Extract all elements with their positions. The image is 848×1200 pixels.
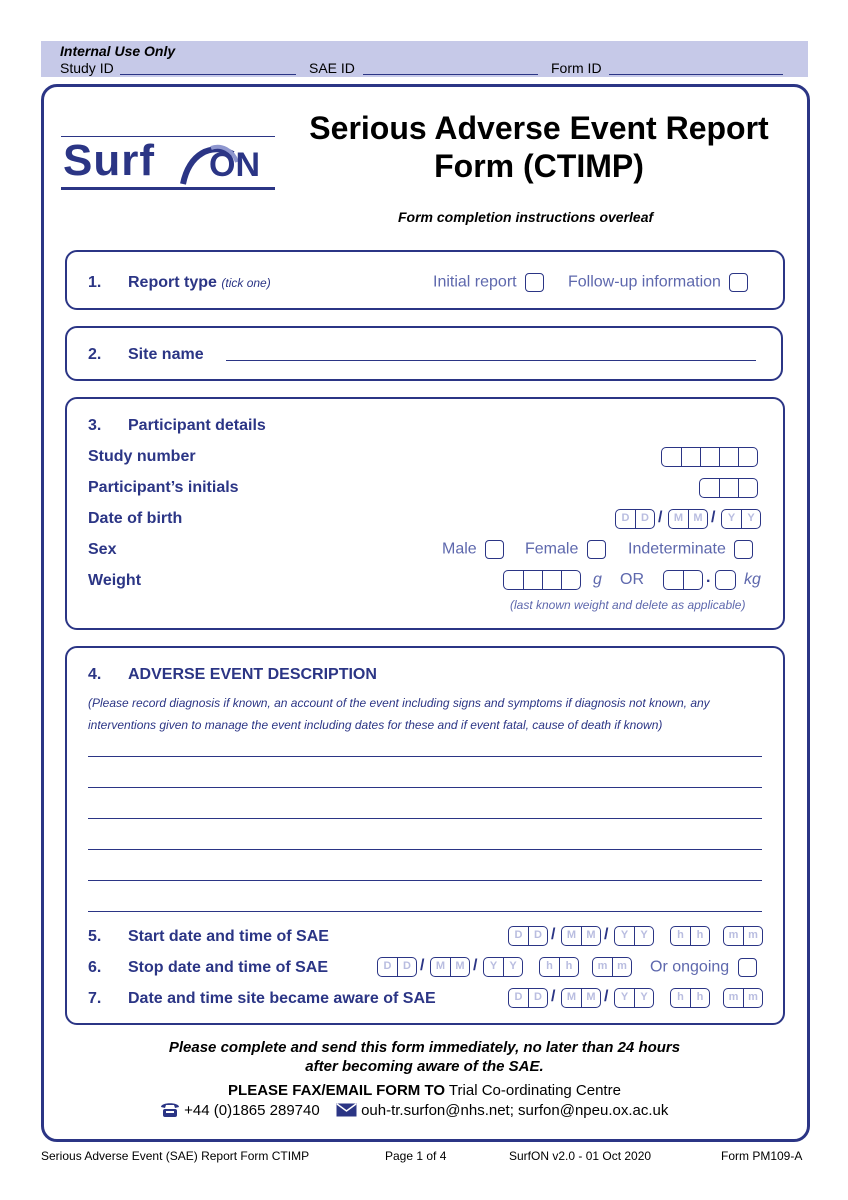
weight-grams-boxes[interactable] bbox=[503, 570, 581, 590]
report-type-label bbox=[128, 274, 271, 292]
indeterminate-checkbox[interactable] bbox=[734, 540, 753, 559]
aware-slash-2: / bbox=[604, 988, 609, 1005]
email-addresses[interactable]: ouh-tr.surfon@nhs.net; surfon@npeu.ox.ac.uk bbox=[361, 1102, 669, 1119]
logo-text-surf: Surf bbox=[63, 136, 155, 185]
phone-icon bbox=[160, 1101, 180, 1118]
section-report-type bbox=[65, 250, 785, 310]
ongoing-option bbox=[650, 958, 757, 977]
title-line-2: Form (CTIMP) bbox=[434, 148, 644, 184]
start-slash-2: / bbox=[604, 926, 609, 943]
ongoing-checkbox[interactable] bbox=[738, 958, 757, 977]
section-1-number: 1. bbox=[88, 274, 102, 291]
sae-id-label: SAE ID bbox=[309, 60, 355, 76]
description-line[interactable] bbox=[88, 787, 762, 788]
aware-day-boxes[interactable]: D D bbox=[508, 988, 548, 1008]
sex-label: Sex bbox=[88, 541, 117, 558]
phone-number[interactable]: +44 (0)1865 289740 bbox=[184, 1102, 320, 1119]
form-id-field[interactable] bbox=[609, 74, 783, 75]
female-label: Female bbox=[525, 540, 579, 558]
aware-date-label: Date and time site became aware of SAE bbox=[128, 990, 436, 1007]
logo-text-on: ON bbox=[209, 146, 260, 184]
dob-slash-1: / bbox=[658, 509, 663, 526]
sex-indeterminate-option bbox=[628, 540, 753, 559]
site-name-label: Site name bbox=[128, 346, 204, 363]
description-line[interactable] bbox=[88, 911, 762, 912]
ongoing-label: Or ongoing bbox=[650, 958, 730, 976]
description-line[interactable] bbox=[88, 880, 762, 881]
female-checkbox[interactable] bbox=[587, 540, 606, 559]
start-slash-1: / bbox=[551, 926, 556, 943]
form-id-label: Form ID bbox=[551, 60, 602, 76]
description-instructions-line-2: interventions given to manage the event including dates for these and if event fatal, cause of death if known) bbox=[88, 718, 663, 732]
study-id-label: Study ID bbox=[60, 60, 114, 76]
section-6-number: 6. bbox=[88, 959, 102, 976]
start-hour-boxes[interactable]: h h bbox=[670, 926, 710, 946]
weight-note: (last known weight and delete as applicable) bbox=[510, 598, 746, 612]
unit-grams: g bbox=[593, 571, 602, 588]
dob-slash-2: / bbox=[711, 509, 716, 526]
initial-report-label: Initial report bbox=[433, 273, 517, 291]
stop-year-boxes[interactable]: Y Y bbox=[483, 957, 523, 977]
adverse-event-heading: ADVERSE EVENT DESCRIPTION bbox=[128, 666, 377, 683]
start-year-boxes[interactable]: Y Y bbox=[614, 926, 654, 946]
footer-version: SurfON v2.0 - 01 Oct 2020 bbox=[509, 1149, 652, 1163]
start-minute-boxes[interactable]: m m bbox=[723, 926, 763, 946]
sae-id-field[interactable] bbox=[363, 74, 538, 75]
start-date-label: Start date and time of SAE bbox=[128, 928, 329, 945]
participant-details-label: Participant details bbox=[128, 417, 266, 434]
stop-month-boxes[interactable]: M M bbox=[430, 957, 470, 977]
footer-form-name: Serious Adverse Event (SAE) Report Form CTIMP bbox=[41, 1149, 310, 1163]
section-site-name bbox=[65, 326, 783, 381]
footer-form-code: Form PM109-A bbox=[721, 1149, 803, 1163]
aware-month-boxes[interactable]: M M bbox=[561, 988, 601, 1008]
aware-minute-boxes[interactable]: m m bbox=[723, 988, 763, 1008]
indeterminate-label: Indeterminate bbox=[628, 540, 726, 558]
initials-label: Participant’s initials bbox=[88, 479, 239, 496]
dob-month-boxes[interactable]: M M bbox=[668, 509, 708, 529]
description-instructions-line-1: (Please record diagnosis if known, an account of the event including signs and symptoms if diagnosis not known, any bbox=[88, 696, 710, 710]
report-type-hint: (tick one) bbox=[221, 276, 271, 290]
surfon-logo bbox=[61, 136, 275, 190]
section-participant-details bbox=[65, 397, 785, 630]
option-initial-report bbox=[433, 273, 544, 292]
weight-kg-decimal-box[interactable] bbox=[715, 570, 736, 590]
site-name-field[interactable] bbox=[226, 360, 756, 361]
male-checkbox[interactable] bbox=[485, 540, 504, 559]
page-title bbox=[284, 109, 794, 185]
completion-notice bbox=[41, 1038, 808, 1076]
initials-boxes[interactable] bbox=[699, 478, 758, 498]
follow-up-checkbox[interactable] bbox=[729, 273, 748, 292]
stop-slash-2: / bbox=[473, 957, 478, 974]
notice-line-2: after becoming aware of the SAE. bbox=[305, 1058, 544, 1075]
dob-label: Date of birth bbox=[88, 510, 183, 527]
internal-use-band bbox=[41, 41, 808, 77]
description-line[interactable] bbox=[88, 849, 762, 850]
fax-email-label: PLEASE FAX/EMAIL FORM TO bbox=[228, 1082, 446, 1099]
start-day-boxes[interactable]: D D bbox=[508, 926, 548, 946]
dob-day-boxes[interactable]: D D bbox=[615, 509, 655, 529]
report-type-label-text: Report type bbox=[128, 274, 217, 291]
study-number-label: Study number bbox=[88, 448, 196, 465]
sex-male-option bbox=[442, 540, 504, 559]
title-line-1: Serious Adverse Event Report bbox=[309, 110, 769, 146]
weight-label: Weight bbox=[88, 572, 142, 589]
stop-date-label: Stop date and time of SAE bbox=[128, 959, 329, 976]
stop-day-boxes[interactable]: D D bbox=[377, 957, 417, 977]
option-follow-up bbox=[568, 273, 748, 292]
stop-minute-boxes[interactable]: m m bbox=[592, 957, 632, 977]
aware-year-boxes[interactable]: Y Y bbox=[614, 988, 654, 1008]
aware-hour-boxes[interactable]: h h bbox=[670, 988, 710, 1008]
footer-page-number: Page 1 of 4 bbox=[385, 1149, 447, 1163]
email-icon bbox=[336, 1103, 357, 1117]
description-line[interactable] bbox=[88, 756, 762, 757]
stop-hour-boxes[interactable]: h h bbox=[539, 957, 579, 977]
description-line[interactable] bbox=[88, 818, 762, 819]
internal-use-title: Internal Use Only bbox=[60, 43, 176, 59]
unit-kg: kg bbox=[744, 571, 761, 588]
weight-decimal-point: . bbox=[706, 569, 711, 586]
dob-year-boxes[interactable]: Y Y bbox=[721, 509, 761, 529]
follow-up-label: Follow-up information bbox=[568, 273, 721, 291]
stop-slash-1: / bbox=[420, 957, 425, 974]
study-id-field[interactable] bbox=[120, 74, 296, 75]
aware-slash-1: / bbox=[551, 988, 556, 1005]
notice-line-1: Please complete and send this form immediately, no later than 24 hours bbox=[168, 1039, 681, 1056]
trial-centre: Trial Co-ordinating Centre bbox=[448, 1082, 621, 1099]
section-adverse-event bbox=[65, 646, 785, 1025]
weight-kg-whole-boxes[interactable] bbox=[663, 570, 703, 590]
instructions-note: Form completion instructions overleaf bbox=[398, 209, 654, 225]
start-month-boxes[interactable]: M M bbox=[561, 926, 601, 946]
contact-details bbox=[160, 1101, 668, 1119]
section-7-number: 7. bbox=[88, 990, 102, 1007]
fax-email-instruction bbox=[41, 1082, 808, 1099]
male-label: Male bbox=[442, 540, 477, 558]
section-2-number: 2. bbox=[88, 346, 102, 363]
sex-female-option bbox=[525, 540, 606, 559]
section-5-number: 5. bbox=[88, 928, 102, 945]
study-number-boxes[interactable] bbox=[661, 447, 758, 467]
section-4-number: 4. bbox=[88, 666, 102, 683]
initial-report-checkbox[interactable] bbox=[525, 273, 544, 292]
weight-or: OR bbox=[620, 571, 644, 588]
section-3-number: 3. bbox=[88, 417, 102, 434]
